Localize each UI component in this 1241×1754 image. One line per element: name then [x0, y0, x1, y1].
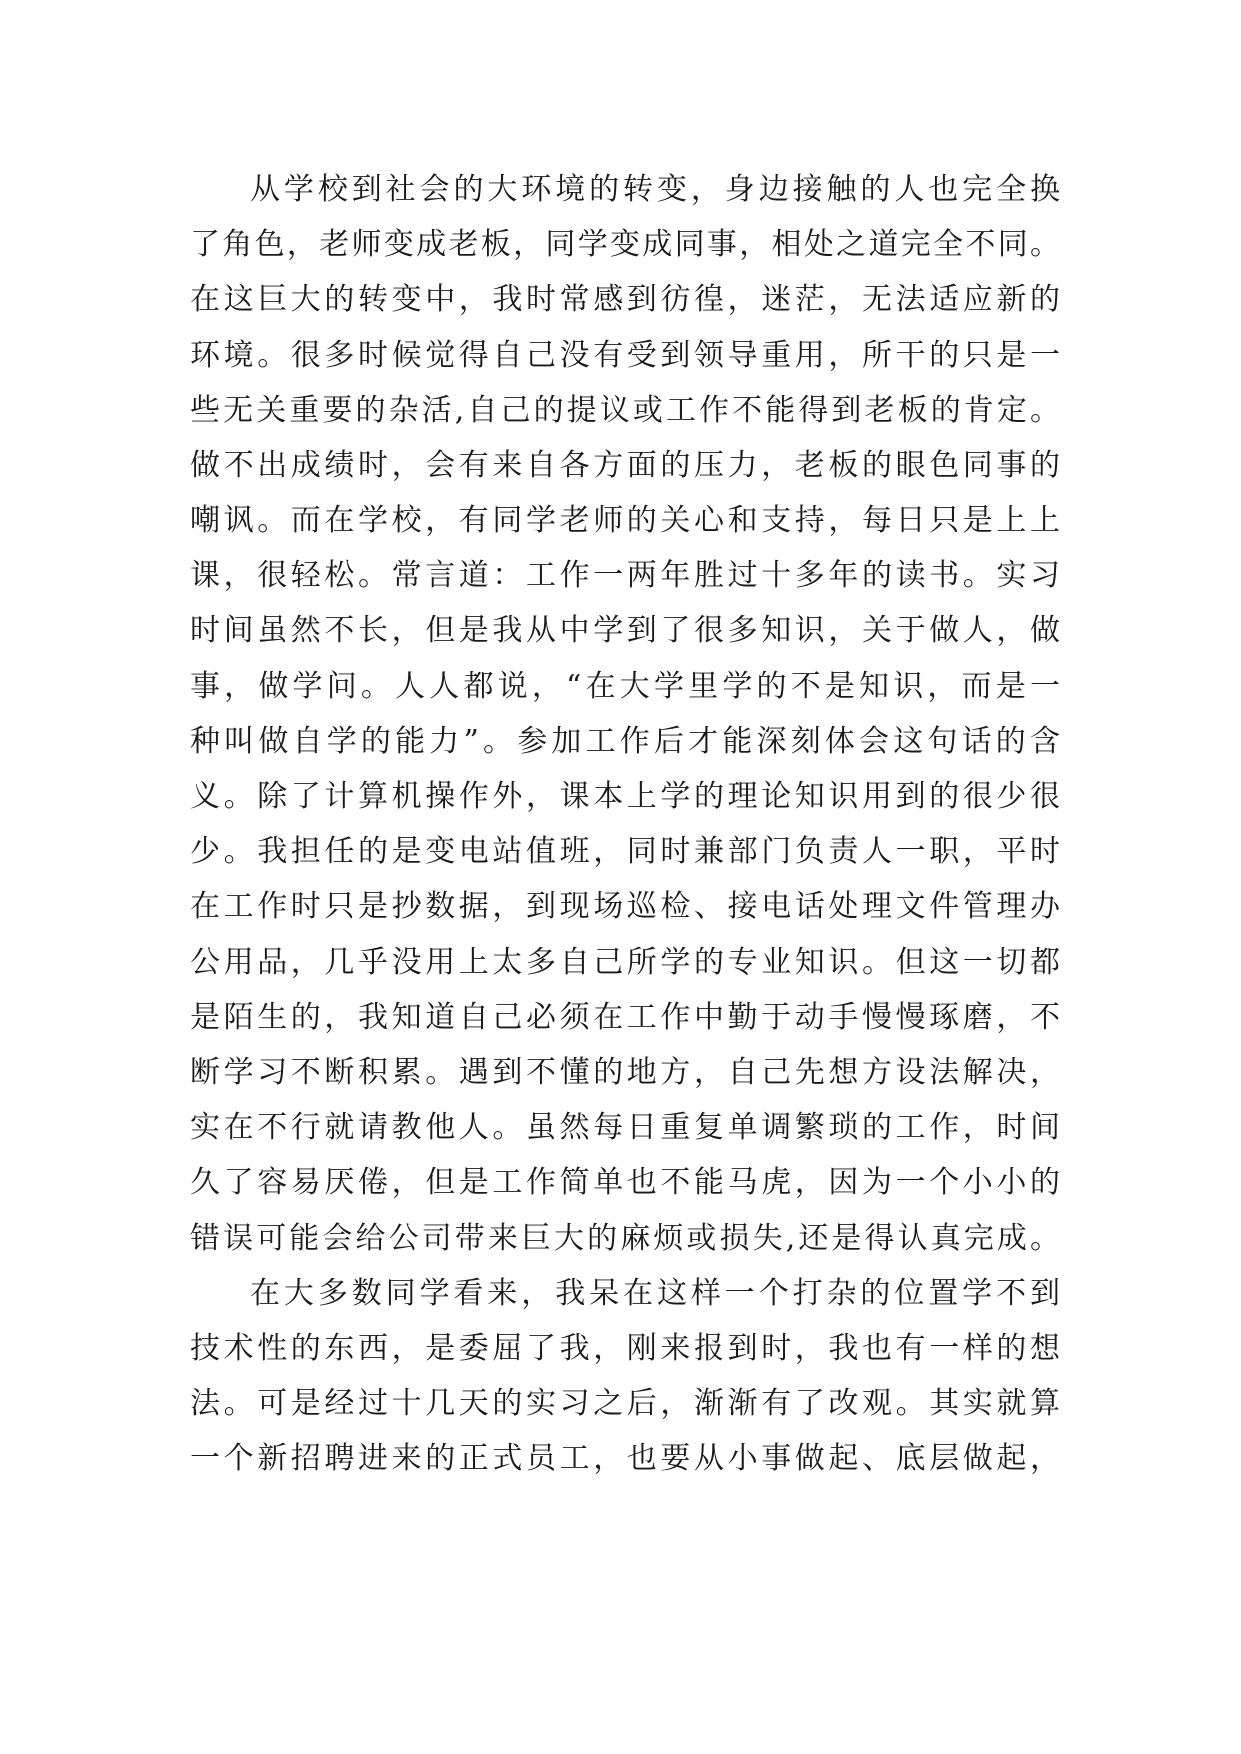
text-line: 公用品，几乎没用上太多自己所学的专业知识。但这一切都 — [190, 944, 1060, 980]
text-line: 是陌生的，我知道自己必须在工作中勤于动手慢慢琢磨，不 — [190, 999, 1060, 1035]
text-line: 在这巨大的转变中，我时常感到彷徨，迷茫，无法适应新的 — [190, 282, 1060, 318]
text-line: 时间虽然不长，但是我从中学到了很多知识，关于做人，做 — [190, 613, 1060, 649]
text-line: 从学校到社会的大环境的转变，身边接触的人也完全换 — [250, 171, 1060, 207]
text-line: 嘲讽。而在学校，有同学老师的关心和支持，每日只是上上 — [190, 503, 1060, 539]
text-line: 在工作时只是抄数据，到现场巡检、接电话处理文件管理办 — [190, 889, 1060, 925]
text-line: 种叫做自学的能力”。参加工作后才能深刻体会这句话的含 — [190, 723, 1060, 759]
body-text — [190, 162, 1060, 1487]
text-line: 课，很轻松。常言道：工作一两年胜过十多年的读书。实习 — [190, 558, 1060, 594]
text-line: 在大多数同学看来，我呆在这样一个打杂的位置学不到 — [250, 1275, 1060, 1311]
text-line: 些无关重要的杂活,自己的提议或工作不能得到老板的肯定。 — [190, 392, 1060, 428]
text-line: 义。除了计算机操作外，课本上学的理论知识用到的很少很 — [190, 779, 1060, 814]
text-line: 事，做学问。人人都说，“在大学里学的不是知识，而是一 — [190, 668, 1060, 704]
text-line: 一个新招聘进来的正式员工，也要从小事做起、底层做起， — [190, 1441, 1060, 1477]
paragraph-2 — [190, 1266, 1060, 1487]
text-line: 做不出成绩时，会有来自各方面的压力，老板的眼色同事的 — [190, 447, 1060, 483]
text-line: 技术性的东西，是委屈了我，刚来报到时，我也有一样的想 — [190, 1330, 1060, 1366]
text-line: 久了容易厌倦，但是工作简单也不能马虎，因为一个小小的 — [190, 1165, 1060, 1201]
text-line: 法。可是经过十几天的实习之后，渐渐有了改观。其实就算 — [190, 1386, 1060, 1422]
text-line: 了角色，老师变成老板，同学变成同事，相处之道完全不同。 — [190, 227, 1060, 263]
text-line: 环境。很多时候觉得自己没有受到领导重用，所干的只是一 — [190, 337, 1060, 373]
paragraph-1 — [190, 162, 1060, 1266]
text-line: 错误可能会给公司带来巨大的麻烦或损失,还是得认真完成。 — [190, 1220, 1060, 1256]
text-line: 断学习不断积累。遇到不懂的地方，自己先想方设法解决， — [190, 1054, 1060, 1090]
text-line: 少。我担任的是变电站值班，同时兼部门负责人一职，平时 — [190, 834, 1060, 870]
text-line: 实在不行就请教他人。虽然每日重复单调繁琐的工作，时间 — [190, 1110, 1060, 1146]
